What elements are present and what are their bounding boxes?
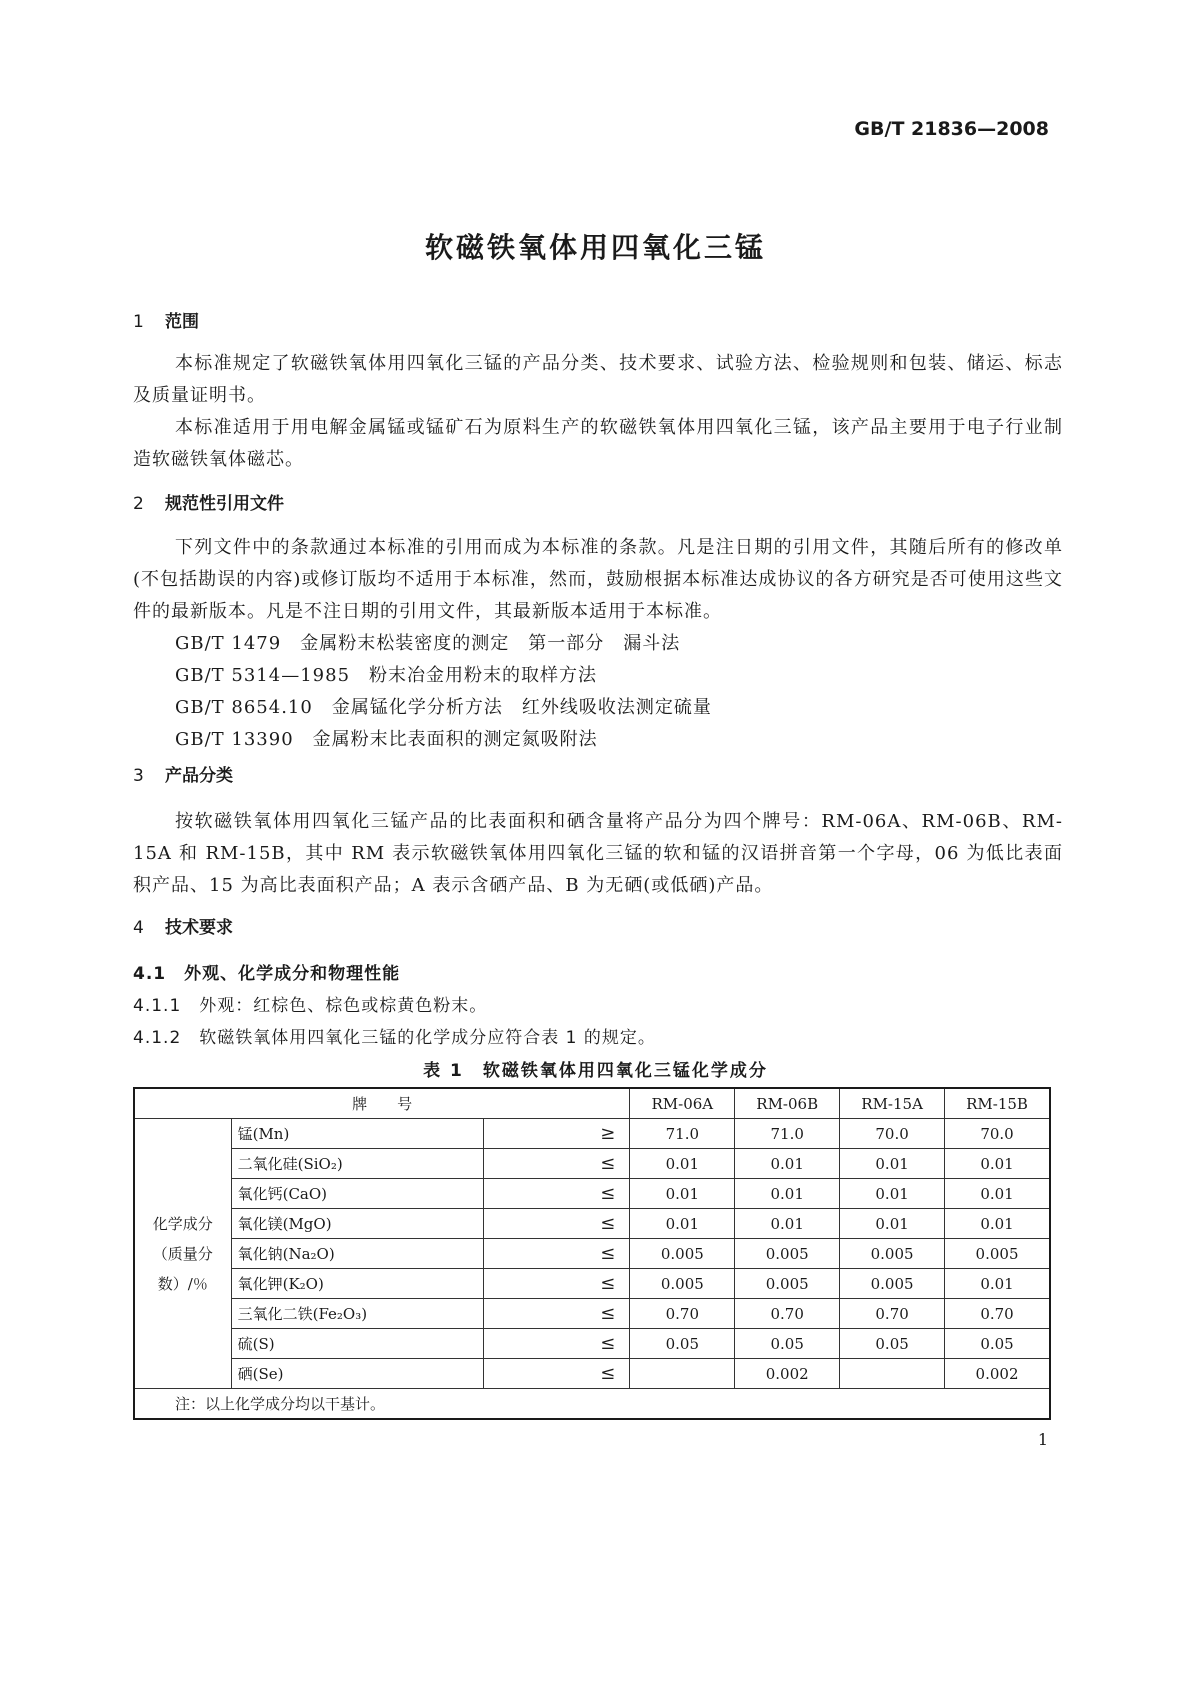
table-row [134, 1329, 1050, 1359]
standard-number: GB/T 21836—2008 [854, 118, 1049, 140]
value-cell: 0.002 [945, 1359, 1050, 1389]
grade-column-header: RM-06B [735, 1088, 840, 1119]
table-header-row [134, 1088, 1050, 1119]
page-number: 1 [1037, 1430, 1048, 1449]
value-cell: 0.005 [630, 1269, 735, 1299]
value-cell: 70.0 [840, 1119, 945, 1149]
value-cell: 0.01 [840, 1209, 945, 1239]
value-cell: 0.05 [945, 1329, 1050, 1359]
value-cell: 0.70 [945, 1299, 1050, 1329]
item-cell: 二氧化硅(SiO₂) [231, 1149, 483, 1179]
section-title: 范围 [165, 312, 199, 332]
table-caption: 表 1 软磁铁氧体用四氧化三锰化学成分 [423, 1061, 768, 1081]
value-cell: 0.70 [630, 1299, 735, 1329]
item-cell: 氧化钠(Na₂O) [231, 1239, 483, 1269]
table-row [134, 1209, 1050, 1239]
section-title: 产品分类 [165, 766, 233, 786]
value-cell: 0.005 [630, 1239, 735, 1269]
table-row [134, 1149, 1050, 1179]
section-3-body [133, 806, 1063, 902]
value-cell: 0.002 [735, 1359, 840, 1389]
section-number: 1 [133, 312, 144, 332]
value-cell: 0.01 [945, 1209, 1050, 1239]
clause-text: 外观：红棕色、棕色或棕黄色粉末。 [199, 996, 488, 1016]
value-cell [840, 1359, 945, 1389]
section-title: 规范性引用文件 [165, 494, 284, 514]
clause-text: 软磁铁氧体用四氧化三锰的化学成分应符合表 1 的规定。 [199, 1028, 656, 1048]
composition-group-label [134, 1119, 231, 1389]
value-cell: 0.005 [735, 1269, 840, 1299]
value-cell: 0.01 [735, 1149, 840, 1179]
value-cell: 0.01 [630, 1149, 735, 1179]
section-number: 4 [133, 918, 144, 938]
table-row [134, 1299, 1050, 1329]
value-cell: 0.01 [945, 1179, 1050, 1209]
operator-cell: ≤ [483, 1209, 629, 1239]
document-title: 软磁铁氧体用四氧化三锰 [424, 231, 766, 264]
subsection-title: 外观、化学成分和物理性能 [184, 964, 401, 984]
value-cell: 0.70 [840, 1299, 945, 1329]
subsection-4-1 [133, 958, 1063, 990]
value-cell: 71.0 [735, 1119, 840, 1149]
operator-cell: ≤ [483, 1239, 629, 1269]
value-cell: 0.01 [840, 1149, 945, 1179]
section-number: 2 [133, 494, 144, 514]
section-3-heading [133, 760, 1063, 792]
section-title: 技术要求 [165, 918, 233, 938]
item-cell: 三氧化二铁(Fe₂O₃) [231, 1299, 483, 1329]
table-note-row [134, 1389, 1050, 1420]
value-cell: 0.005 [840, 1269, 945, 1299]
value-cell: 0.70 [735, 1299, 840, 1329]
clause-number: 4.1.2 [133, 1028, 182, 1048]
item-cell: 硫(S) [231, 1329, 483, 1359]
operator-cell: ≤ [483, 1149, 629, 1179]
value-cell: 0.01 [735, 1209, 840, 1239]
operator-cell: ≤ [483, 1269, 629, 1299]
item-cell: 氧化钙(CaO) [231, 1179, 483, 1209]
value-cell: 0.01 [630, 1209, 735, 1239]
reference-item: GB/T 13390 金属粉末比表面积的测定氮吸附法 [175, 729, 598, 750]
operator-cell: ≤ [483, 1299, 629, 1329]
section-3 [133, 760, 1063, 792]
value-cell: 0.005 [735, 1239, 840, 1269]
section-1-body [133, 348, 1063, 476]
section-1 [133, 306, 1063, 338]
value-cell: 0.01 [945, 1149, 1050, 1179]
section-2 [133, 488, 1063, 520]
reference-item: GB/T 1479 金属粉末松装密度的测定 第一部分 漏斗法 [175, 633, 681, 654]
value-cell: 0.005 [945, 1239, 1050, 1269]
value-cell: 0.01 [945, 1269, 1050, 1299]
item-cell: 氧化钾(K₂O) [231, 1269, 483, 1299]
value-cell: 0.01 [735, 1179, 840, 1209]
operator-cell: ≤ [483, 1179, 629, 1209]
section-2-body [133, 532, 1063, 756]
group-label-line: （质量分 [152, 1244, 213, 1263]
section-4-heading [133, 912, 1063, 944]
section-1-heading [133, 306, 1063, 338]
grade-column-header: RM-15B [945, 1088, 1050, 1119]
reference-item: GB/T 5314—1985 粉末冶金用粉末的取样方法 [175, 665, 598, 686]
section-4-body [133, 958, 1063, 1054]
clause-4-1-1 [133, 990, 1063, 1022]
table-row [134, 1359, 1050, 1389]
item-cell: 氧化镁(MgO) [231, 1209, 483, 1239]
operator-cell: ≤ [483, 1329, 629, 1359]
table-note: 注：以上化学成分均以干基计。 [134, 1389, 1050, 1420]
clause-number: 4.1.1 [133, 996, 182, 1016]
value-cell [630, 1359, 735, 1389]
clause-4-1-2 [133, 1022, 1063, 1054]
paragraph: 本标准适用于用电解金属锰或锰矿石为原料生产的软磁铁氧体用四氧化三锰，该产品主要用于电子行业制造软磁铁氧体磁芯。 [133, 417, 1063, 470]
group-label-line: 数）/％ [157, 1274, 208, 1293]
value-cell: 0.005 [840, 1239, 945, 1269]
chemical-composition-table [133, 1087, 1051, 1420]
grade-column-header: RM-15A [840, 1088, 945, 1119]
item-cell: 锰(Mn) [231, 1119, 483, 1149]
table-row [134, 1239, 1050, 1269]
paragraph: 下列文件中的条款通过本标准的引用而成为本标准的条款。凡是注日期的引用文件，其随后所有的修改单(不包括勘误的内容)或修订版均不适用于本标准，然而，鼓励根据本标准达成协议的各方研究是否可使用这些文件的最新版本。凡是不注日期的引用文件，其最新版本适用于本标准。 [133, 537, 1063, 622]
paragraph: 本标准规定了软磁铁氧体用四氧化三锰的产品分类、技术要求、试验方法、检验规则和包装、储运、标志及质量证明书。 [133, 353, 1063, 406]
value-cell: 0.01 [630, 1179, 735, 1209]
value-cell: 70.0 [945, 1119, 1050, 1149]
operator-cell: ≥ [483, 1119, 629, 1149]
value-cell: 71.0 [630, 1119, 735, 1149]
table-row [134, 1269, 1050, 1299]
item-cell: 硒(Se) [231, 1359, 483, 1389]
subsection-number: 4.1 [133, 964, 167, 984]
value-cell: 0.05 [630, 1329, 735, 1359]
section-4 [133, 912, 1063, 944]
table-row [134, 1119, 1050, 1149]
grade-column-header: RM-06A [630, 1088, 735, 1119]
value-cell: 0.05 [840, 1329, 945, 1359]
value-cell: 0.05 [735, 1329, 840, 1359]
reference-item: GB/T 8654.10 金属锰化学分析方法 红外线吸收法测定硫量 [175, 697, 712, 718]
section-2-heading [133, 488, 1063, 520]
operator-cell: ≤ [483, 1359, 629, 1389]
table-row [134, 1179, 1050, 1209]
group-label-line: 化学成分 [152, 1214, 213, 1233]
section-number: 3 [133, 766, 144, 786]
grade-header: 牌 号 [134, 1088, 630, 1119]
paragraph: 按软磁铁氧体用四氧化三锰产品的比表面积和硒含量将产品分为四个牌号：RM-06A、RM-06B、RM-15A 和 RM-15B，其中 RM 表示软磁铁氧体用四氧化三锰的软和锰的汉语拼音第一个字母，06 为低比表面积产品、15 为高比表面积产品；A 表示含硒产品、B 为无硒(或低硒)产品。 [133, 811, 1063, 896]
value-cell: 0.01 [840, 1179, 945, 1209]
